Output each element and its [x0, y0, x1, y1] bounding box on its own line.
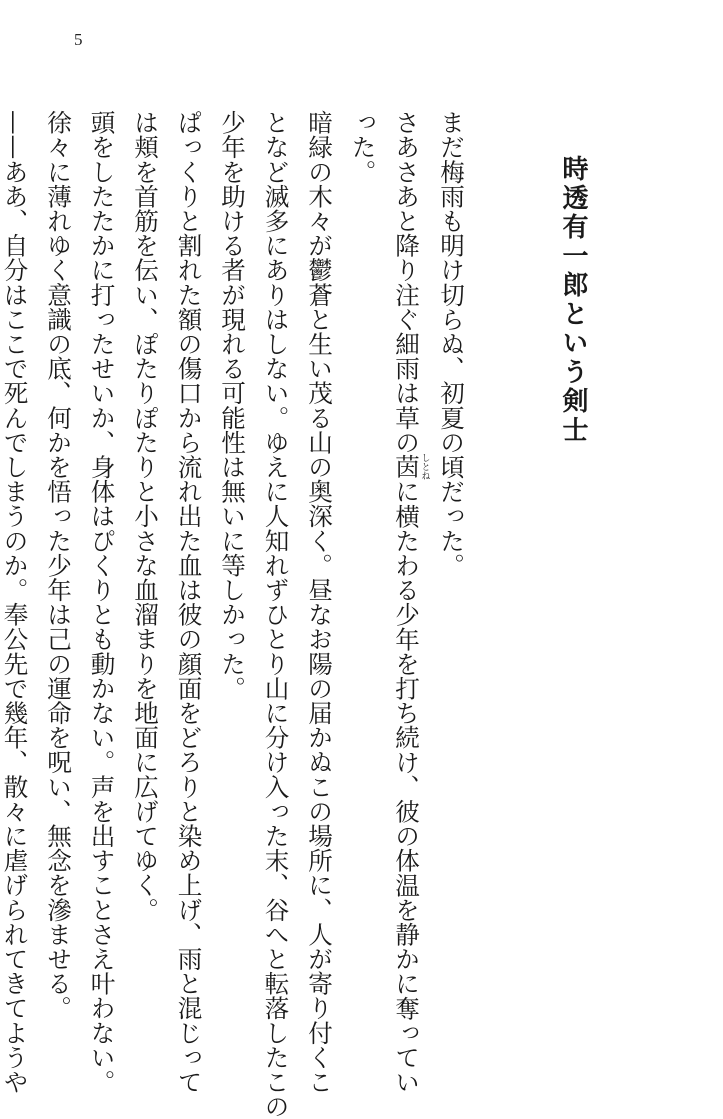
- text-line: った。: [348, 110, 378, 184]
- text-line: 徐々に薄れゆく意識の底、何かを悟った少年は己の運命を呪い、無念を滲ませる。: [44, 110, 73, 1021]
- text-segment: に横たわる少年を打ち続け、彼の体温を静かに奪ってい: [392, 479, 421, 1095]
- ruby-base: 茵: [392, 453, 421, 481]
- text-line: は頬を首筋を伝い、ぽたりぽたりと小さな血溜まりを地面に広げてゆく。: [131, 110, 160, 922]
- text-line: 暗緑の木々が鬱蒼と生い茂る山の奥深く。昼なお陽の届かぬこの場所に、人が寄り付くこ: [305, 110, 334, 1094]
- text-line: ぱっくりと割れた額の傷口から流れ出た血は彼の顔面をどろりと染め上げ、雨と混じって: [174, 110, 204, 1094]
- ruby-reading: しとね: [419, 453, 430, 481]
- text-line: まだ梅雨も明け切らぬ、初夏の頃だった。: [437, 110, 466, 578]
- chapter-title: 時透有一郎という剣士: [558, 155, 588, 445]
- body-text: [0, 110, 473, 1119]
- text-line: となど滅多にありはしない。ゆえに人知れずひとり山に分け入った末、谷へと転落したこの: [261, 110, 291, 1119]
- text-segment: さあさあと降り注ぐ細雨は草の: [392, 110, 421, 455]
- text-line: [385, 110, 430, 1095]
- text-line: 頭をしたたかに打ったせいか、身体はぴくりとも動かない。声を出すことさえ叶わない。: [87, 110, 117, 1094]
- ruby-word: [392, 453, 430, 481]
- page-number: 5: [74, 30, 83, 49]
- text-line: 少年を助ける者が現れる可能性は無いに等しかった。: [218, 110, 247, 701]
- text-line: ——ああ、自分はここで死んでしまうのか。奉公先で幾年、散々に虐げられてきてようや: [0, 110, 30, 1094]
